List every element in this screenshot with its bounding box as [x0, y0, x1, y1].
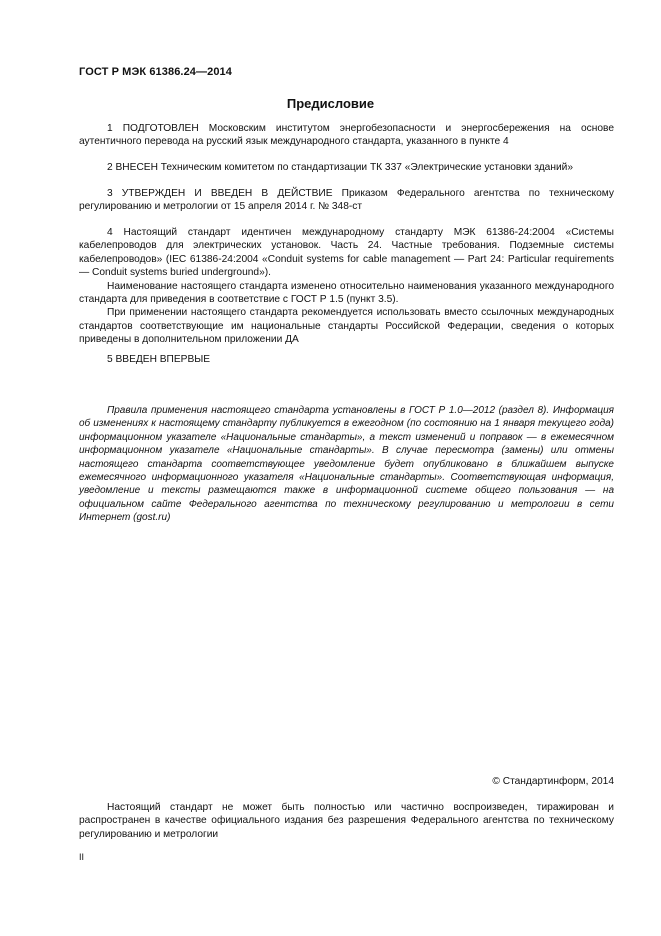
foreword-item-1: [79, 122, 614, 149]
foreword-item-4-paragraph-2: Наименование настоящего стандарта изменено относительно наименования указанного международного стандарта для приведения в соответствие с ГОСТ Р 1.5 (пункт 3.5).: [79, 280, 614, 306]
copyright-notice: © Стандартинформ, 2014: [492, 776, 614, 787]
page-title: Предисловие: [286, 96, 375, 111]
application-rules-notice-text: Правила применения настоящего стандарта установлены в ГОСТ Р 1.0—2012 (раздел 8). Информация об изменениях к настоящему стандарту публикуется в ежегодном (по состоянию на 1 января текущего года) информационном указателе «Национальные стандарты», а текст изменений и поправок — в ежемесячном информационном указателе «Национальные стандарты». В случае пересмотра (замены) или отмены настоящего стандарта соответствующее уведомление будет опубликовано в ближайшем выпуске ежемесячного информационного указателя «Национальные стандарты». Соответствующая информация, уведомление и тексты размещаются также в информационной системе общего пользования — на официальном сайте Федерального агентства по техническому регулированию и метрологии в сети Интернет (gost.ru): [79, 405, 614, 524]
foreword-item-5: [79, 353, 614, 366]
page-number: II: [79, 852, 85, 862]
foreword-item-3-text: 3 УТВЕРЖДЕН И ВВЕДЕН В ДЕЙСТВИЕ Приказом Федерального агентства по техническому регулированию и метрологии от 15 апреля 2014 г. № 348-ст: [79, 188, 614, 213]
application-rules-notice: [79, 404, 614, 525]
foreword-item-2-text: 2 ВНЕСЕН Техническим комитетом по стандартизации ТК 337 «Электрические установки зданий»: [107, 162, 574, 173]
foreword-item-4-paragraph-1: 4 Настоящий стандарт идентичен международному стандарту МЭК 61386-24:2004 «Системы кабелепроводов для электрических установок. Часть 24. Частные требования. Подземные системы кабелепроводов» (IEC 61386-24:2004 «Conduit systems for cable management — Part 24: Particular requirements — Conduit systems buried underground»).: [79, 227, 614, 279]
foreword-item-5-text: 5 ВВЕДЕН ВПЕРВЫЕ: [107, 354, 211, 365]
foreword-item-2: [79, 161, 614, 174]
standard-code-header: ГОСТ Р МЭК 61386.24—2014: [79, 66, 232, 78]
reproduction-restriction-note: [79, 801, 614, 841]
foreword-item-4-paragraph-3: При применении настоящего стандарта рекомендуется использовать вместо ссылочных международных стандартов соответствующие им национальные стандарты Российской Федерации, сведения о которых приведены в дополнительном приложении ДА: [79, 307, 614, 346]
reproduction-restriction-text: Настоящий стандарт не может быть полностью или частично воспроизведен, тиражирован и распространен в качестве официального издания без разрешения Федерального агентства по техническому регулированию и метрологии: [79, 802, 614, 840]
foreword-item-4: [79, 226, 614, 347]
foreword-item-3: [79, 187, 614, 214]
foreword-item-1-text: 1 ПОДГОТОВЛЕН Московским институтом энергобезопасности и энергосбережения на основе аутентичного перевода на русский язык международного стандарта, указанного в пункте 4: [79, 123, 614, 148]
